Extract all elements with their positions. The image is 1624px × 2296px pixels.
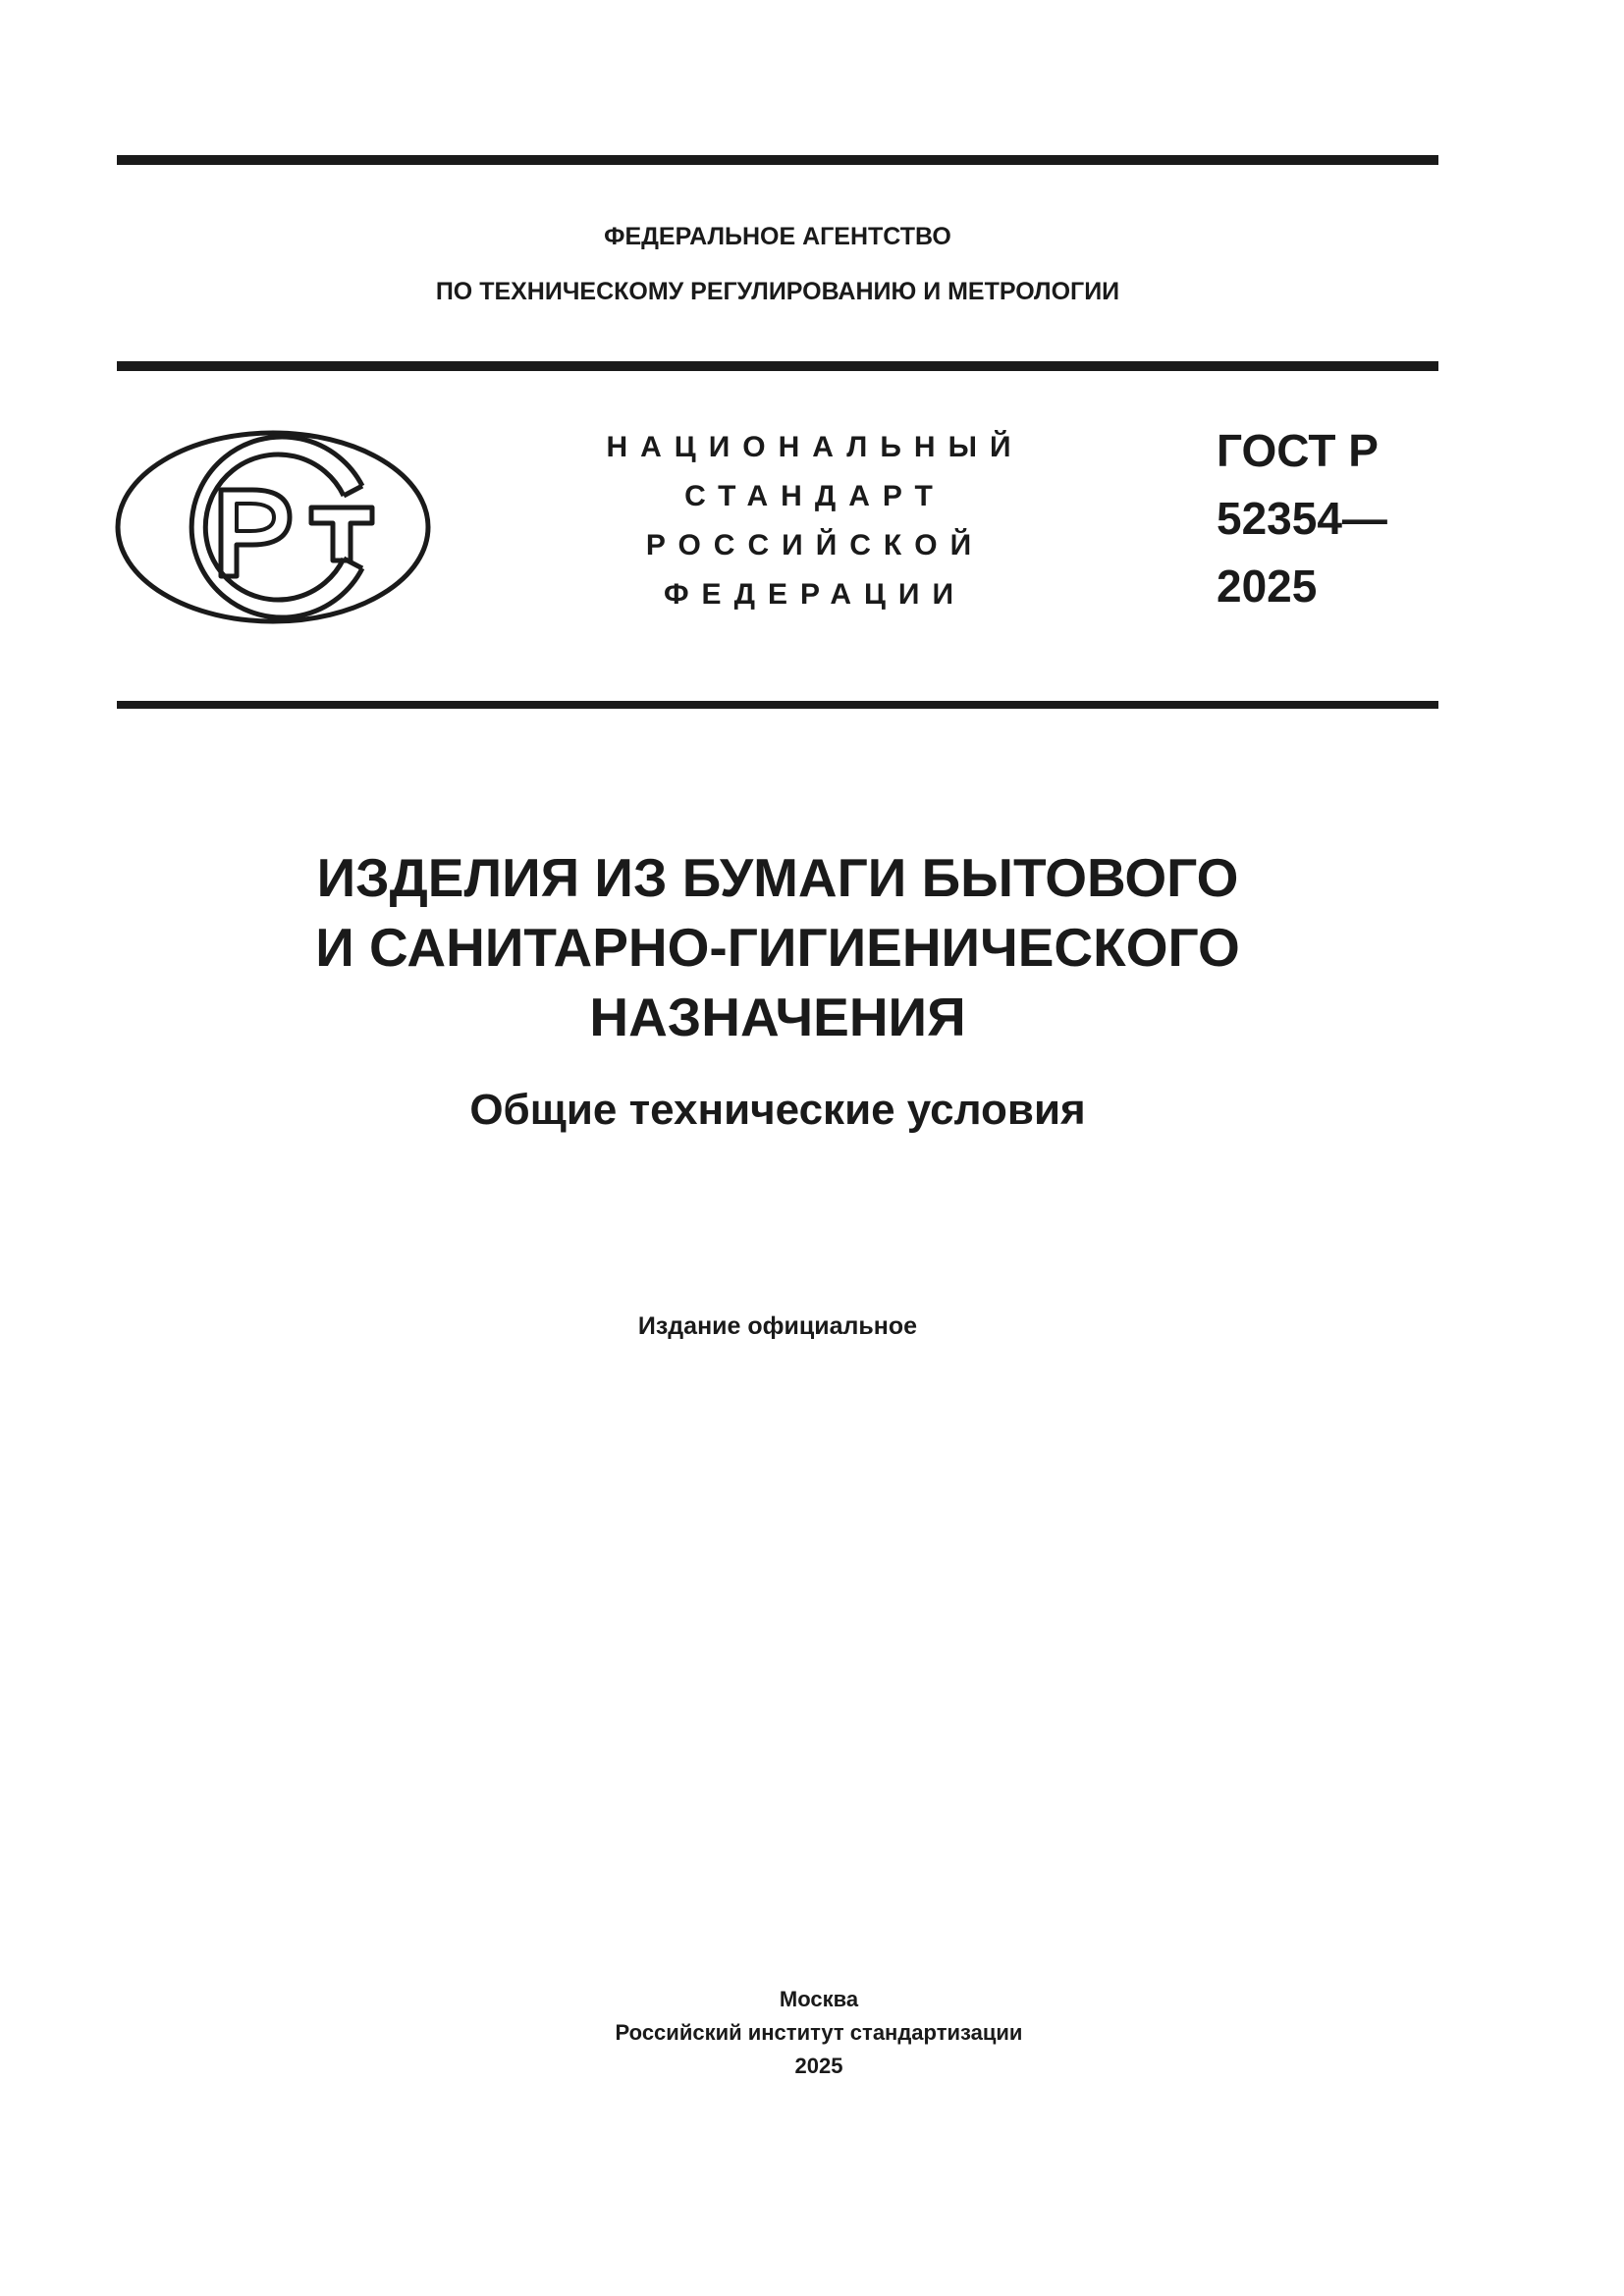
national-standard-line-3: РОССИЙСКОЙ bbox=[645, 529, 985, 561]
document-title-line-1: ИЗДЕЛИЯ ИЗ БУМАГИ БЫТОВОГО bbox=[316, 847, 1239, 908]
agency-name-line-1: ФЕДЕРАЛЬНОЕ АГЕНТСТВО bbox=[604, 223, 951, 250]
document-title-line-3: НАЗНАЧЕНИЯ bbox=[589, 987, 966, 1047]
agency-name-line-2: ПО ТЕХНИЧЕСКОМУ РЕГУЛИРОВАНИЮ И МЕТРОЛОГИИ bbox=[435, 278, 1120, 305]
national-standard-line-1: НАЦИОНАЛЬНЫЙ bbox=[606, 431, 1024, 463]
top-rule bbox=[117, 155, 1438, 165]
document-subtitle: Общие технические условия bbox=[469, 1086, 1086, 1134]
document-title-line-2: И САНИТАРНО-ГИГИЕНИЧЕСКОГО bbox=[315, 917, 1240, 978]
rst-logo-icon bbox=[115, 429, 431, 625]
imprint-publisher: Российский институт стандартизации bbox=[615, 2020, 1023, 2045]
standard-designation-line-3: 2025 bbox=[1217, 561, 1318, 612]
edition-note: Издание официальное bbox=[637, 1312, 918, 1340]
standard-designation-line-1: ГОСТ Р bbox=[1217, 425, 1379, 476]
standard-designation-line-2: 52354— bbox=[1217, 493, 1387, 544]
imprint-city: Москва bbox=[779, 1987, 859, 2011]
national-standard-line-4: ФЕДЕРАЦИИ bbox=[663, 578, 967, 611]
standard-block-rule bbox=[117, 701, 1438, 709]
national-standard-line-2: СТАНДАРТ bbox=[684, 480, 946, 512]
header-rule bbox=[117, 361, 1438, 371]
imprint-year: 2025 bbox=[794, 2054, 843, 2078]
